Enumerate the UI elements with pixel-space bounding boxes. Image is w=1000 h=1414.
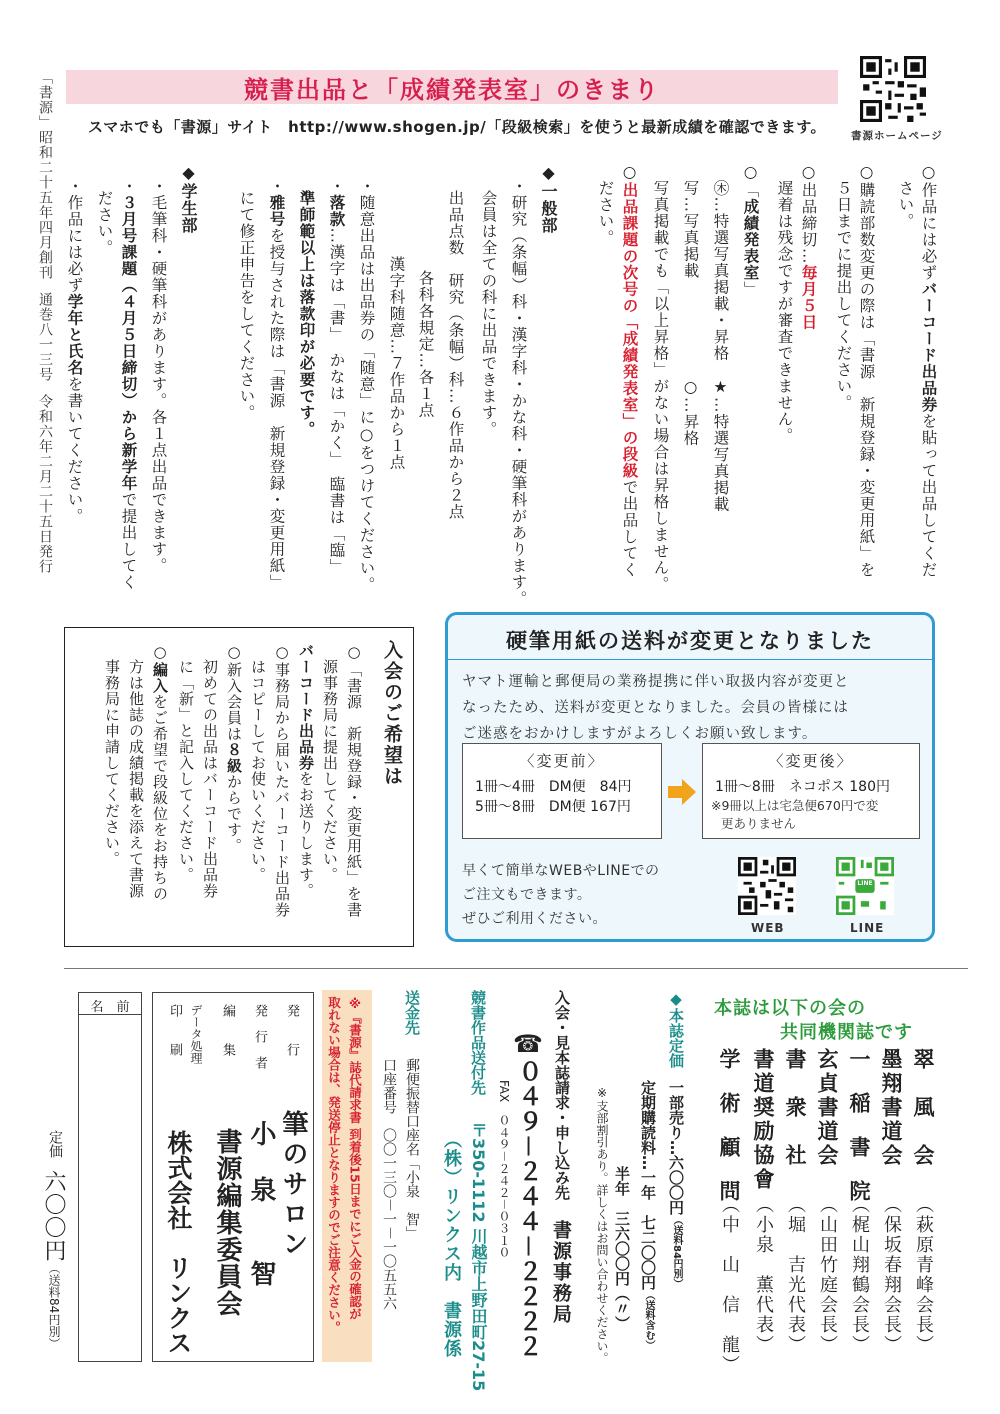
line-order-qr-code[interactable] <box>836 857 894 919</box>
cover-price-note: （送料84円別） <box>47 1262 61 1350</box>
colophon-issuer: 小 泉 智 <box>246 1120 276 1288</box>
line-label: LINE <box>857 880 873 887</box>
price-after-note: 更ありません <box>721 816 797 831</box>
price-single: 一部売り…六〇〇円（送料84円別） <box>667 1080 685 1289</box>
general-count-2: 各科各規定…各１点 <box>416 270 435 419</box>
entries-attn: （株）リンクス内 書源係 <box>441 1130 462 1358</box>
join-step-1b: 源事務局に提出してください。 <box>321 659 339 883</box>
general-optional: ・随意出品は出品券の「随意」に○をつけてください。 <box>357 178 376 593</box>
price-after-note: ※9冊以上は宅急便670円で変 <box>711 798 879 813</box>
office-name: 書源事務局 <box>550 1220 572 1325</box>
join-step-3c: に「新」と記入してください。 <box>177 659 195 883</box>
remit-account-name: 郵便振替口座名「小泉 智」 <box>404 1058 420 1240</box>
general-pen-name-cont: にて修正申告をしてください。 <box>237 190 256 421</box>
entries-address: 〒350-1112 川越市上野田町27-15 <box>469 1122 488 1392</box>
coop-org-rep: （中 山 信 龍） <box>719 1195 740 1375</box>
join-step-3b: 初めての出品はバーコード出品券 <box>201 659 219 899</box>
line-qr-caption: LINE <box>850 921 885 935</box>
rule-results-room: ○「成績発表室」 <box>741 163 760 298</box>
rule-barcode-cont: さい。 <box>896 180 915 230</box>
join-step-4: ○編入をご希望で段級位をお持ちの <box>151 643 169 902</box>
shipping-divider <box>448 659 932 660</box>
student-subjects: ・毛筆科・硬筆科があります。各１点出品できます。 <box>149 178 168 574</box>
colophon-label: 印 刷 <box>167 1004 182 1056</box>
general-count: 出品点数 研究（条幅）科…６作品から２点 <box>446 190 465 520</box>
name-label: 名 前 <box>90 1000 130 1015</box>
general-subjects: ・研究（条幅）科・漢字科・かな科・硬筆科があります。 <box>509 178 528 607</box>
rule-legend-2: 写…写真掲載 ○…昇格 <box>681 180 700 447</box>
coop-org-rep: （小泉 薫代表） <box>753 1195 774 1355</box>
rule-deadline: ○出品締切…毎月５日 <box>799 163 818 331</box>
site-notice: スマホでも「書源」サイト http://www.shogen.jp/「段級検索」を使うと最新成績を確認できます。 <box>88 118 827 136</box>
price-before-row: 5冊～8冊 DM便 167円 <box>475 799 631 815</box>
colophon-label: データ処理 <box>189 1004 203 1064</box>
arrow-right-icon <box>668 779 696 809</box>
coop-org-rep: （保坂春翔会長） <box>881 1195 902 1355</box>
homepage-qr-caption: 書源ホームページ <box>851 130 943 142</box>
publication-info <box>38 70 52 574</box>
coop-title-1: 本誌は以下の会の <box>714 998 866 1019</box>
name-box <box>78 992 142 1362</box>
homepage-qr-code[interactable] <box>860 56 926 122</box>
price-discount-note: ※支部割引あり。詳しくはお問い合わせください。 <box>595 1086 609 1364</box>
issue-date: 令和六年二月二十五日発行 <box>37 394 53 574</box>
rule-subscription-cont: ５日までに提出してください。 <box>834 180 853 411</box>
coop-org-name: 墨翔書道会 <box>879 1048 903 1168</box>
office-phone[interactable]: ☎０４９－２４４－２２２２ <box>514 1030 542 1359</box>
join-step-3: ○新入会員は８級からです。 <box>225 643 243 854</box>
price-heading: ◆本誌定価 <box>667 990 685 1068</box>
order-online-text: 早くて簡単なWEBやLINEでの ご注文もできます。 ぜひご利用ください。 <box>462 863 660 927</box>
section-divider <box>64 968 968 969</box>
coop-org-rep: （山田竹庭会長） <box>817 1195 838 1355</box>
publication-founded: 「書源」昭和二十五年四月創刊 <box>37 70 53 280</box>
coop-org-name: 玄貞書道会 <box>815 1048 839 1168</box>
web-order-qr-code[interactable] <box>738 857 796 919</box>
general-pen-name: ・雅号を授与された際は「書源 新規登録・変更用紙」 <box>267 178 286 591</box>
remit-account-number: 口座番号 〇〇一三〇－一－一〇五五六 <box>381 1058 397 1310</box>
banner-title: 競書出品と「成績発表室」のきまり <box>244 75 660 104</box>
join-step-1: ○「書源 新規登録・変更用紙」を書 <box>345 643 363 918</box>
qr-icon <box>860 56 926 122</box>
coop-org-name: 翠 風 会 <box>911 1048 935 1168</box>
coop-org-name: 一 稲 書 院 <box>847 1048 871 1202</box>
shipping-notice <box>445 612 935 942</box>
rule-next-issue: ○出品課題の次号の「成績発表室」の段級で出品してく <box>620 163 639 578</box>
payment-warning-2: 取れない場合は、発送停止となりますのでご注意ください。 <box>326 996 342 1334</box>
general-signature: ・落款…漢字は「書」 かなは「かく」 臨書は「臨」 <box>327 178 346 575</box>
colophon-printer: 株式会社 リンクス <box>164 1130 193 1355</box>
colophon-label: 発 行 <box>284 1004 299 1056</box>
rule-late: 遅着は残念ですが審査できません。 <box>775 180 794 444</box>
general-count-3: 漢字科随意…７作品から１点 <box>387 256 406 471</box>
coop-org-name: 書 衆 社 <box>783 1048 807 1168</box>
coop-org-rep: （堀 吉光代表） <box>785 1195 806 1355</box>
join-step-4c: 事務局に申請してください。 <box>103 659 121 867</box>
office-label: 入会・見本誌請求・申し込み先 <box>553 990 571 1200</box>
rules-banner <box>66 70 838 104</box>
coop-org-rep: （梶山翔鶴会長） <box>849 1195 870 1355</box>
student-name: ・作品には必ず学年と氏名を書いてください。 <box>65 178 84 525</box>
shipping-title: 硬筆用紙の送料が変更となりました <box>506 629 874 653</box>
price-after-heading: 〈変更後〉 <box>768 752 854 770</box>
web-qr-caption: WEB <box>751 921 785 935</box>
price-annual: 定期購読料…一年 七二〇〇円（送料含む） <box>639 1080 657 1350</box>
rule-barcode: ○作品には必ずバーコード出品券を貼って出品してくだ <box>919 163 938 578</box>
colophon-label: 発 行 者 <box>252 1004 267 1069</box>
colophon-editor: 書源編集委員会 <box>212 1128 242 1317</box>
shipping-body: ヤマト運輸と郵便局の業務提携に伴い取扱内容が変更と なったため、送料が変更となりました。会員の皆様には ご迷惑をおかけしますがよろしくお願い致します。 <box>462 674 850 742</box>
general-heading: ◆一般部 <box>539 163 558 234</box>
price-after-row: 1冊～8冊 ネコポス 180円 <box>715 779 890 795</box>
coop-org-name: 学 術 顧 問 <box>717 1048 741 1202</box>
student-new-year-cont: ださい。 <box>95 190 114 256</box>
student-heading: ◆学生部 <box>179 163 198 234</box>
office-fax: FAX ０４９－２４２－０３１０ <box>497 1080 511 1259</box>
colophon-label: 編 集 <box>220 1004 235 1056</box>
general-members: 会員は全ての科に出品できます。 <box>479 190 498 438</box>
join-step-2b: はコピーしてお使いください。 <box>249 659 267 883</box>
coop-title-2: 共同機関誌です <box>780 1022 913 1043</box>
join-step-2: ○事務局から届いたバーコード出品券 <box>273 643 291 918</box>
rule-next-issue-cont: ださい。 <box>596 180 615 246</box>
price-after-box <box>702 743 920 839</box>
coop-org-rep: （萩原青峰会長） <box>913 1195 934 1355</box>
price-before-row: 1冊～4冊 DM便 84円 <box>475 779 632 795</box>
cover-price-label: 定価 <box>47 1130 63 1158</box>
student-new-year: ・３月号課題（４月５日締切）から新学年で提出してく <box>119 178 138 591</box>
entries-label: 競書作品送付先 <box>469 990 487 1095</box>
price-before-box <box>462 743 662 839</box>
join-title: 入会のご希望は <box>381 640 403 787</box>
colophon-publisher: 筆のサロン <box>278 1110 308 1260</box>
general-seal: 準師範以上は落款印が必要です。 <box>297 190 316 438</box>
rule-subscription: ○購読部数変更の際は「書源 新規登録・変更用紙」を <box>857 163 876 578</box>
coop-org-name: 書道奨励協會 <box>751 1048 775 1192</box>
rule-photo-note: 写真掲載でも「以上昇格」がない場合は昇格しません。 <box>651 180 670 593</box>
cover-price-value: 六〇〇円 <box>41 1170 66 1262</box>
payment-warning-1: ※『書源』誌代請求書 到着後15日までにご入金の確認が <box>347 996 363 1321</box>
join-step-1c: バーコード出品券をお送りします。 <box>297 643 315 899</box>
remit-label: 送金先 <box>403 990 421 1035</box>
price-half-year: 半年 三六〇〇円（〃） <box>613 1166 631 1331</box>
rule-legend-1: ㊍…特選写真掲載・昇格 ★…特選写真掲載 <box>711 180 730 513</box>
issue-number: 通巻八一三号 <box>37 292 53 382</box>
join-step-4b: 方は他誌の成績掲載を添えて書源 <box>127 659 145 899</box>
price-before-heading: 〈変更前〉 <box>519 752 605 770</box>
